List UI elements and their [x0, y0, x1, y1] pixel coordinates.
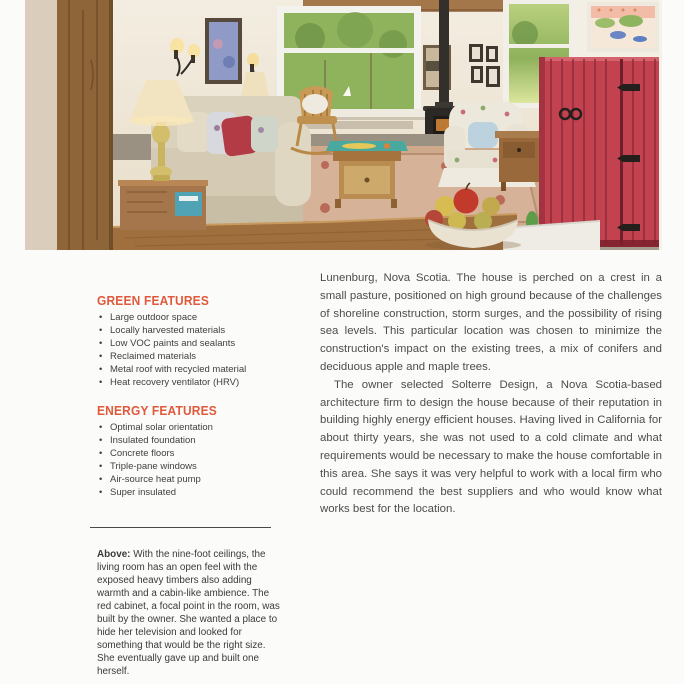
list-item: • Concrete floors [97, 447, 289, 460]
green-features-list [97, 311, 289, 389]
side-desk [495, 131, 543, 191]
timber-post [57, 0, 113, 250]
pillow [251, 116, 278, 152]
caption-lead: Above: [97, 549, 131, 560]
wall-sliver [659, 0, 662, 250]
energy-features-section [97, 389, 289, 499]
article-text [320, 270, 662, 519]
caption-text: With the nine-foot ceilings, the living room has an open feel with the exposed heavy timbers also adding warmth and a cabin-like ambience. The red cabinet, a focal point in the room, was built by the owner. She wanted a place to hide her television and looked for something that would be the right size. She eventually gave up and built one herself. [97, 549, 280, 677]
list-item: • Reclaimed materials [97, 350, 289, 363]
wall-left [25, 0, 59, 250]
photo-caption [97, 548, 280, 678]
side-table [118, 180, 208, 230]
list-item: • Air-source heat pump [97, 473, 289, 486]
living-room-photo [25, 0, 662, 250]
list-item: • Heat recovery ventilator (HRV) [97, 376, 289, 389]
green-features-heading: GREEN FEATURES [97, 293, 210, 308]
list-item: • Insulated foundation [97, 434, 289, 447]
chair-cushion [302, 94, 328, 114]
green-features-section [97, 292, 289, 389]
list-item: • Triple-pane windows [97, 460, 289, 473]
features-column [97, 292, 289, 499]
energy-features-heading: ENERGY FEATURES [97, 403, 217, 418]
framed-art-blue [205, 18, 242, 84]
children-artwork [587, 2, 659, 52]
list-item: • Metal roof with recycled material [97, 363, 289, 376]
pillow-blue [468, 122, 498, 148]
list-item: • Optimal solar orientation [97, 421, 289, 434]
paragraph: The owner selected Solterre Design, a Nova Scotia-based architecture firm to design the house because of their reputation in building highly energy efficient houses. Having lived in California for about thirty years, she was not used to a cold climate and what requirements would be necessary to make the house comfortable in this area. She says it was very helpful to work with a local firm who could recommend the best suppliers and who would know what works best for the location. [320, 378, 662, 516]
list-item: • Low VOC paints and sealants [97, 337, 289, 350]
living-room-illustration [25, 0, 662, 250]
paragraph: Lunenburg, Nova Scotia. The house is perched on a crest in a small pasture, positioned on high ground because of the challenges of shoreline construction, storm surges, and the possibility of rising sea levels. This particular location was chosen to minimize the construction's impact on the existing trees, a mix of conifers and deciduous apple and maple trees. [320, 272, 662, 373]
list-item: • Super insulated [97, 486, 289, 499]
caption-divider [90, 527, 271, 528]
list-item: • Large outdoor space [97, 311, 289, 324]
energy-features-list [97, 421, 289, 499]
list-item: • Locally harvested materials [97, 324, 289, 337]
red-cabinet [539, 57, 661, 247]
